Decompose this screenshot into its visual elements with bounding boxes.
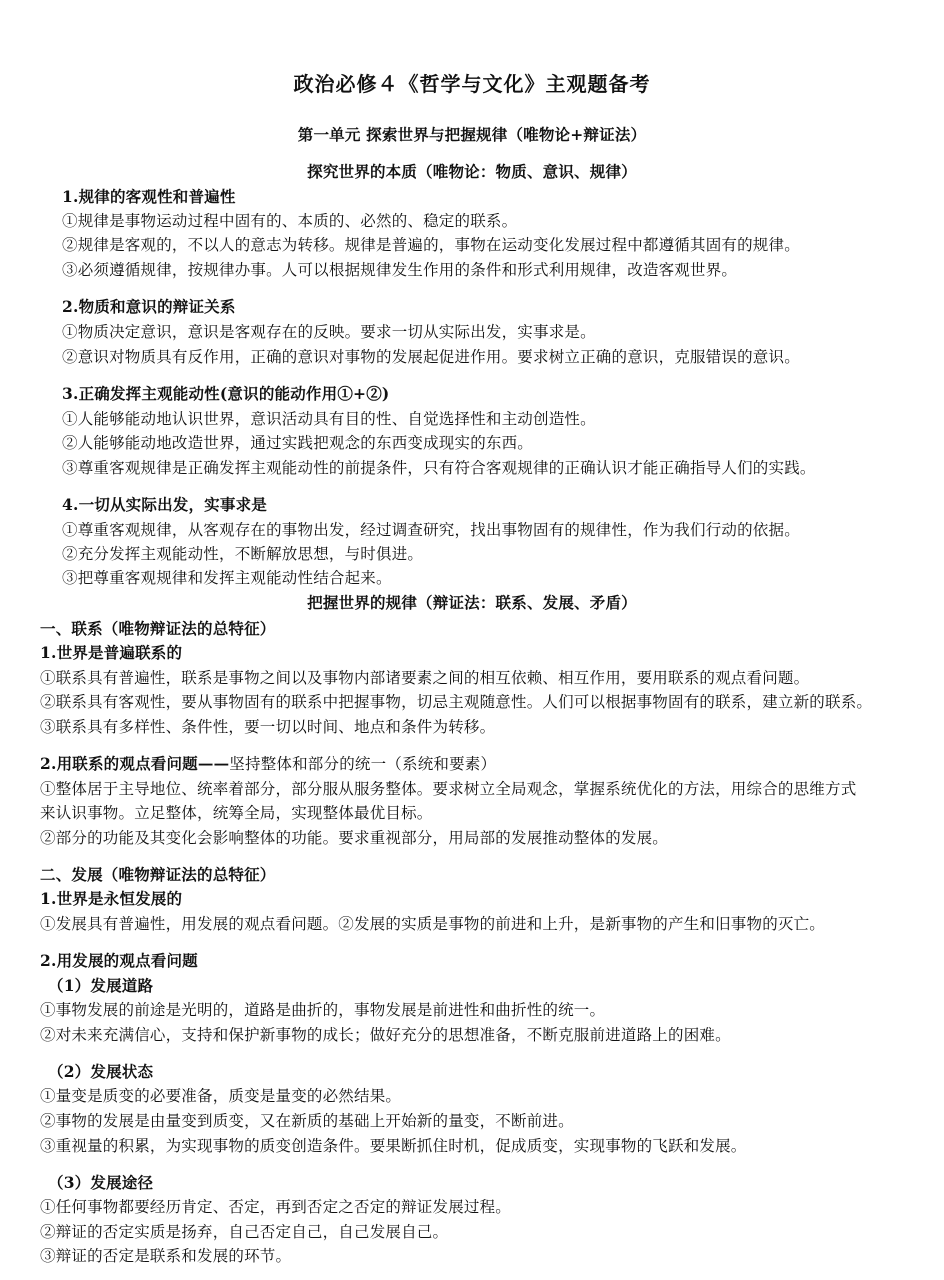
paragraph: ③必须遵循规律，按规律办事。人可以根据规律发生作用的条件和形式利用规律，改造客观世界。	[62, 261, 738, 279]
paragraph: ②充分发挥主观能动性，不断解放思想，与时俱进。	[62, 545, 424, 563]
paragraph: ②规律是客观的，不以人的意志为转移。规律是普遍的，事物在运动变化发展过程中都遵循其固有的规律。	[62, 236, 800, 254]
part-heading-connection: 一、联系（唯物辩证法的总特征）	[40, 619, 276, 638]
heading-connection-viewpoint-bold: 2.用联系的观点看问题——	[40, 754, 230, 773]
paragraph: ①联系具有普遍性，联系是事物之间以及事物内部诸要素之间的相互依赖、相互作用，要用联系的观点看问题。	[40, 669, 810, 687]
paragraph: ③把尊重客观规律和发挥主观能动性结合起来。	[62, 569, 392, 587]
paragraph: ①尊重客观规律，从客观存在的事物出发，经过调查研究，找出事物固有的规律性，作为我们行动的依据。	[62, 521, 800, 539]
heading-development-viewpoint: 2.用发展的观点看问题	[40, 951, 198, 970]
heading-eternal-development: 1.世界是永恒发展的	[40, 889, 183, 908]
paragraph: ②意识对物质具有反作用，正确的意识对事物的发展起促进作用。要求树立正确的意识，克服错误的意识。	[62, 348, 800, 366]
unit-title: 第一单元 探索世界与把握规律（唯物论+辩证法）	[297, 125, 647, 144]
paragraph: ③辩证的否定是联系和发展的环节。	[40, 1247, 292, 1265]
heading-matter-consciousness: 2.物质和意识的辩证关系	[62, 297, 236, 316]
paragraph: ③重视量的积累，为实现事物的质变创造条件。要果断抓住时机，促成质变，实现事物的飞跃和发展。	[40, 1137, 747, 1155]
paragraph: ②联系具有客观性，要从事物固有的联系中把握事物，切忌主观随意性。人们可以根据事物固有的联系，建立新的联系。	[40, 693, 873, 711]
paragraph: ②辩证的否定实质是扬弃，自己否定自己，自己发展自己。	[40, 1223, 449, 1241]
heading-subjective-initiative: 3.正确发挥主观能动性(意识的能动作用①+②)	[62, 384, 390, 403]
paragraph: ③联系具有多样性、条件性，要一切以时间、地点和条件为转移。	[40, 718, 496, 736]
part-heading-development: 二、发展（唯物辩证法的总特征）	[40, 865, 276, 884]
heading-connection-viewpoint-rest: 坚持整体和部分的统一（系统和要素）	[229, 755, 497, 773]
paragraph: ②部分的功能及其变化会影响整体的功能。要求重视部分，用局部的发展推动整体的发展。	[40, 829, 669, 847]
paragraph: 来认识事物。立足整体，统筹全局，实现整体最优目标。	[40, 804, 433, 822]
paragraph: ①发展具有普遍性，用发展的观点看问题。②发展的实质是事物的前进和上升，是新事物的产生和旧事物的灭亡。	[40, 915, 826, 933]
subheading-development-state: （2）发展状态	[48, 1062, 154, 1081]
heading-seek-truth: 4.一切从实际出发，实事求是	[62, 495, 267, 514]
document-title: 政治必修４《哲学与文化》主观题备考	[293, 72, 651, 96]
paragraph: ①整体居于主导地位、统率着部分，部分服从服务整体。要求树立全局观念，掌握系统优化的方法，用综合的思维方式	[40, 780, 857, 798]
subheading-development-path: （1）发展道路	[48, 976, 154, 995]
paragraph: ②人能够能动地改造世界，通过实践把观念的东西变成现实的东西。	[62, 434, 534, 452]
paragraph: ②对未来充满信心，支持和保护新事物的成长；做好充分的思想准备，不断克服前进道路上的困难。	[40, 1026, 731, 1044]
paragraph: ②事物的发展是由量变到质变，又在新质的基础上开始新的量变，不断前进。	[40, 1112, 574, 1130]
paragraph: ①事物发展的前途是光明的，道路是曲折的，事物发展是前进性和曲折性的统一。	[40, 1001, 606, 1019]
paragraph: ①量变是质变的必要准备，质变是量变的必然结果。	[40, 1087, 402, 1105]
paragraph: ③尊重客观规律是正确发挥主观能动性的前提条件，只有符合客观规律的正确认识才能正确指导人们的实践。	[62, 459, 816, 477]
heading-universal-connection: 1.世界是普遍联系的	[40, 643, 183, 662]
paragraph: ①人能够能动地认识世界，意识活动具有目的性、自觉选择性和主动创造性。	[62, 410, 596, 428]
paragraph: ①物质决定意识，意识是客观存在的反映。要求一切从实际出发，实事求是。	[62, 323, 596, 341]
section-title-dialectics: 把握世界的规律（辩证法：联系、发展、矛盾）	[307, 593, 637, 612]
paragraph: ①任何事物都要经历肯定、否定，再到否定之否定的辩证发展过程。	[40, 1198, 512, 1216]
paragraph: ①规律是事物运动过程中固有的、本质的、必然的、稳定的联系。	[62, 212, 518, 230]
heading-law-objectivity: 1.规律的客观性和普遍性	[62, 187, 236, 206]
subheading-development-route: （3）发展途径	[48, 1173, 154, 1192]
section-title-materialism: 探究世界的本质（唯物论：物质、意识、规律）	[307, 162, 637, 181]
heading-connection-viewpoint	[40, 753, 496, 775]
